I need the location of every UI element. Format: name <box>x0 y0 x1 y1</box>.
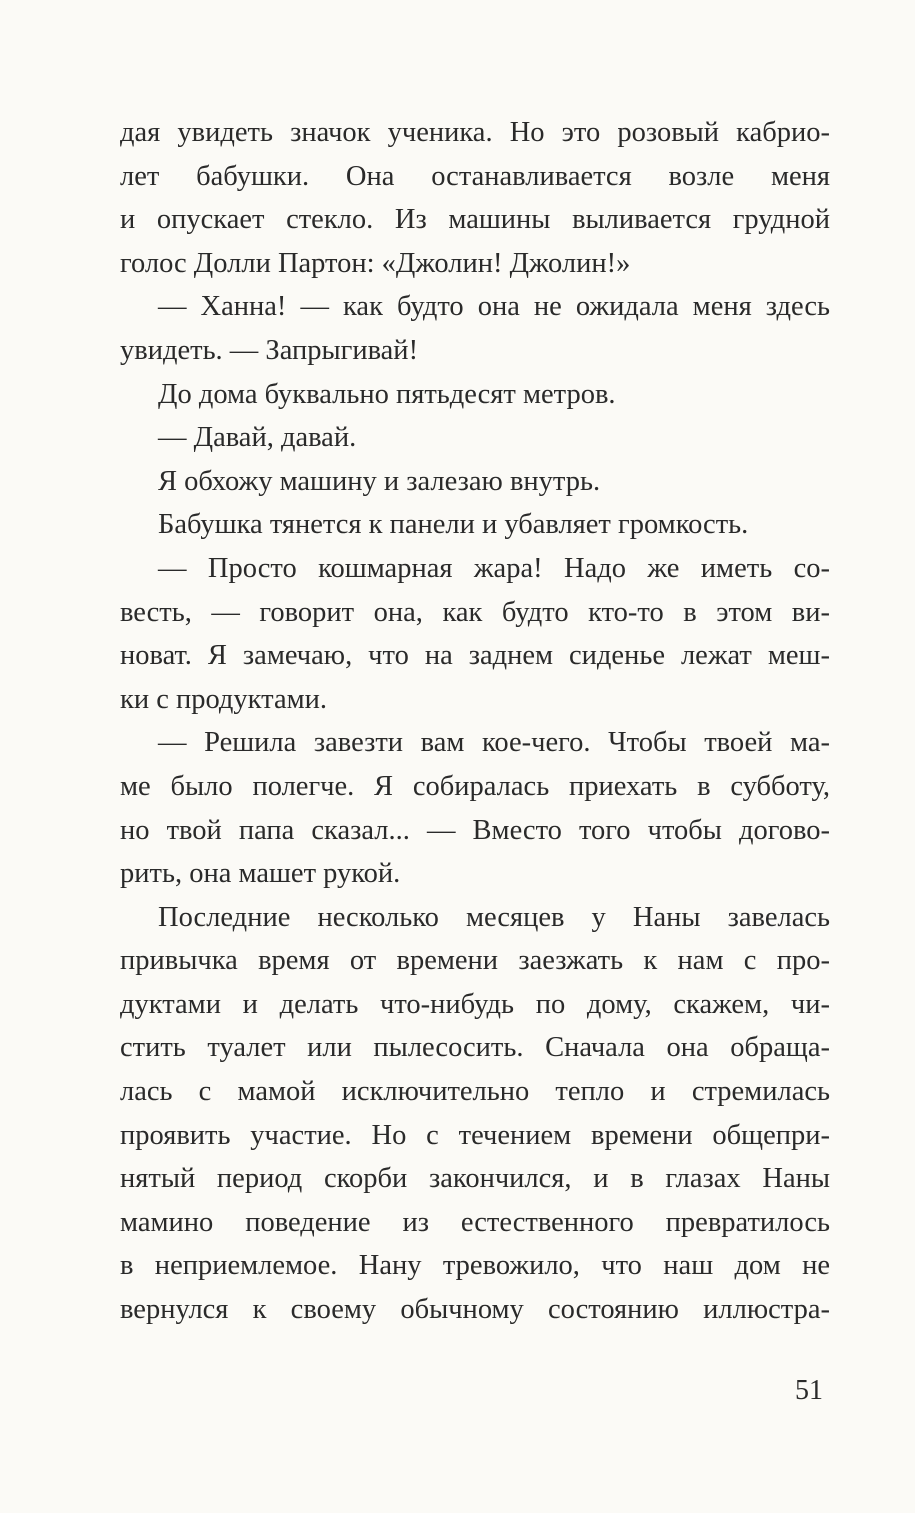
text-line: Бабушка тянется к панели и убавляет громкость. <box>158 509 749 541</box>
text-line: увидеть. — Запрыгивай! <box>120 334 419 366</box>
text-line: в неприемлемое. Нану тревожило, что наш дом не <box>120 1250 830 1282</box>
text-line: и опускает стекло. Из машины выливается грудной <box>120 204 830 236</box>
text-line: лет бабушки. Она останавливается возле меня <box>120 160 830 192</box>
text-line: Я обхожу машину и залезаю внутрь. <box>158 465 601 497</box>
text-line: привычка время от времени заезжать к нам с про- <box>120 945 830 977</box>
text-line: проявить участие. Но с течением времени общепри- <box>120 1119 830 1151</box>
text-line: вернулся к своему обычному состоянию иллюстра- <box>120 1294 830 1326</box>
text-line: стить туалет или пылесосить. Сначала она обраща- <box>120 1032 830 1064</box>
text-line: ки с продуктами. <box>120 683 328 715</box>
text-line: рить, она машет рукой. <box>120 858 401 890</box>
text-line: мамино поведение из естественного превратилось <box>120 1206 830 1238</box>
page-number: 51 <box>795 1375 823 1406</box>
text-line: До дома буквально пятьдесят метров. <box>158 378 616 410</box>
text-line: — Решила завезти вам кое-чего. Чтобы твоей ма- <box>158 727 830 759</box>
text-line: ме было полегче. Я собиралась приехать в субботу, <box>120 770 830 802</box>
text-line: весть, — говорит она, как будто кто-то в этом ви- <box>120 596 830 628</box>
text-line: нятый период скорби закончился, и в глазах Наны <box>120 1163 830 1195</box>
text-line: новат. Я замечаю, что на заднем сиденье лежат меш- <box>120 640 830 672</box>
text-line: дая увидеть значок ученика. Но это розовый кабрио- <box>120 117 830 148</box>
text-line: голос Долли Партон: «Джолин! Джолин!» <box>120 247 631 279</box>
body-text <box>120 111 830 1332</box>
text-line: дуктами и делать что-нибудь по дому, скажем, чи- <box>120 988 830 1020</box>
text-line: — Давай, давай. <box>158 422 357 454</box>
text-line: лась с мамой исключительно тепло и стремилась <box>120 1076 830 1108</box>
text-line: — Просто кошмарная жара! Надо же иметь со- <box>158 552 830 584</box>
text-line: но твой папа сказал... — Вместо того чтобы догово- <box>120 814 830 846</box>
text-line: — Ханна! — как будто она не ожидала меня здесь <box>158 291 830 323</box>
text-line: Последние несколько месяцев у Наны завелась <box>158 901 830 933</box>
